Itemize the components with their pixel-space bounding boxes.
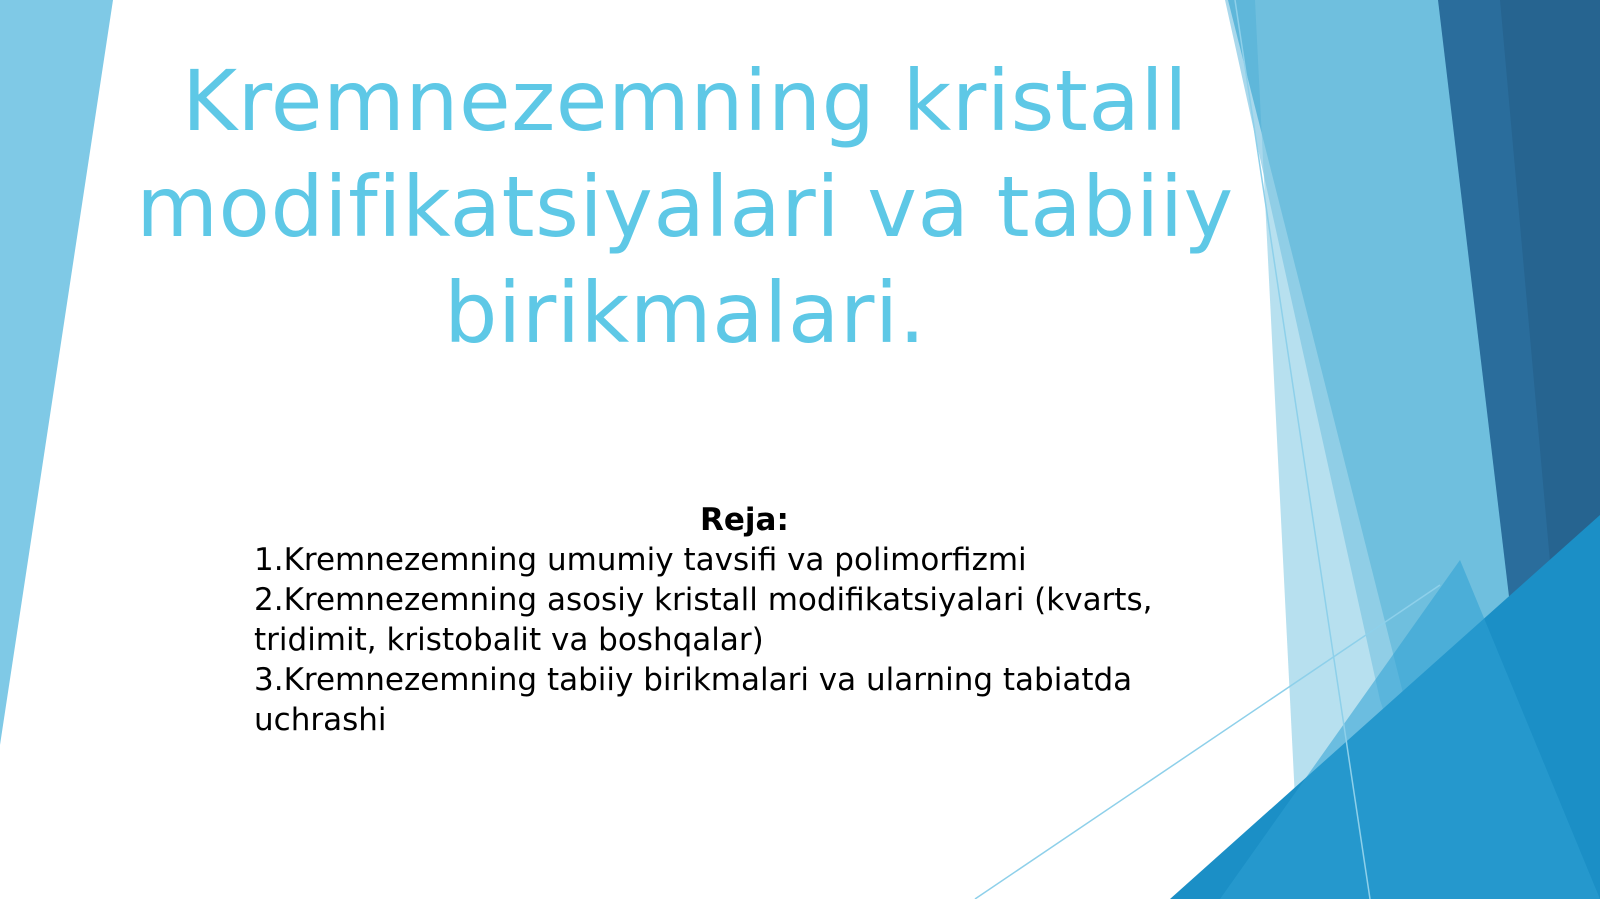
plan-section <box>254 500 1254 740</box>
plan-heading: Reja: <box>700 502 789 538</box>
plan-item-2: 2.Kremnezemning asosiy kristall modifikatsiyalari (kvarts, tridimit, kristobalit va boshqalar) <box>254 582 1153 658</box>
plan-item-1: 1.Kremnezemning umumiy tavsifi va polimorfizmi <box>254 542 1027 578</box>
slide-title: Kremnezemning kristall modifikatsiyalari va tabiiy birikmalari. <box>136 52 1234 362</box>
left-decor-shape <box>0 0 113 745</box>
plan-item-3: 3.Kremnezemning tabiiy birikmalari va ularning tabiatda uchrashi <box>254 662 1133 738</box>
